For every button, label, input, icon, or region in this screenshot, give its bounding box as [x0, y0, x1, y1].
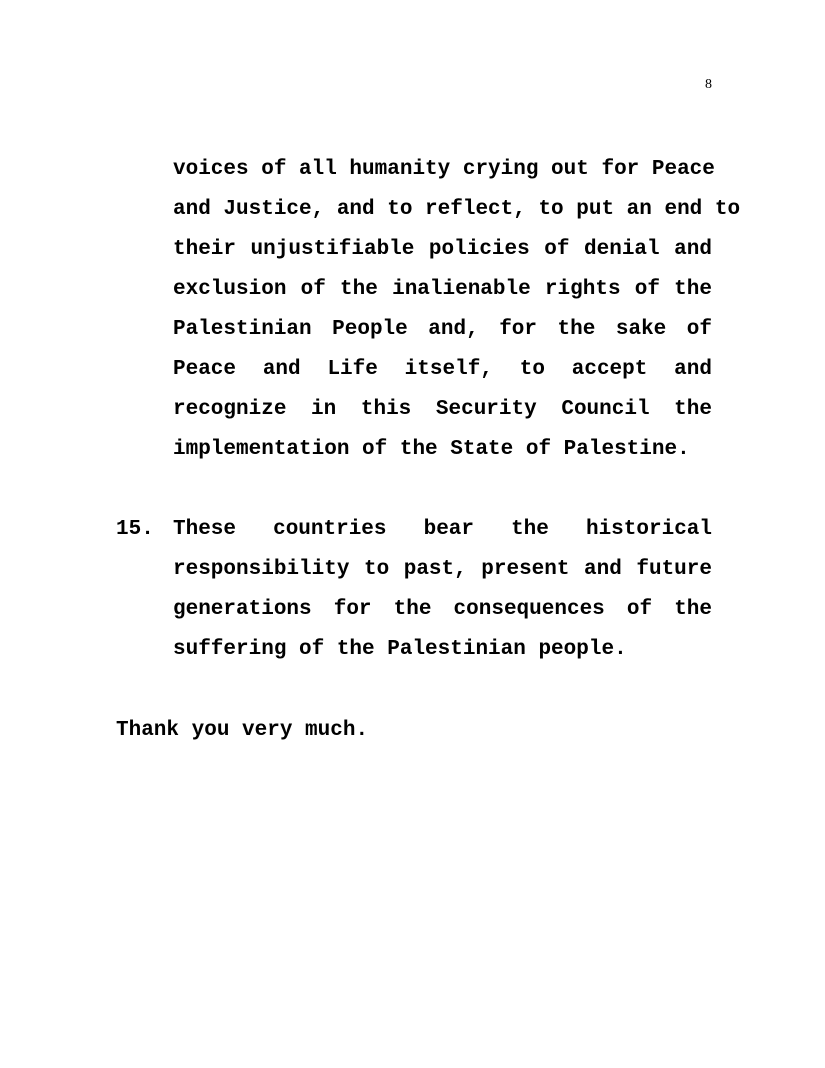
paragraph-line: These countries bear the historical: [173, 518, 712, 541]
page-number: 8: [705, 77, 712, 92]
paragraph-line: their unjustifiable policies of denial and: [173, 238, 712, 261]
paragraph-line: exclusion of the inalienable rights of the: [173, 278, 712, 301]
paragraph-line: suffering of the Palestinian people.: [173, 638, 627, 661]
paragraph-line: voices of all humanity crying out for Peace: [173, 158, 715, 181]
paragraph-line: recognize in this Security Council the: [173, 398, 712, 421]
paragraph-line: Palestinian People and, for the sake of: [173, 318, 712, 341]
paragraph-continuation: [173, 150, 741, 470]
item-number: 15.: [116, 518, 154, 541]
paragraph-line: Peace and Life itself, to accept and: [173, 358, 712, 381]
paragraph-line: implementation of the State of Palestine.: [173, 438, 690, 461]
item-15-paragraph: [173, 510, 712, 670]
closing-statement: Thank you very much.: [116, 719, 369, 742]
paragraph-line: and Justice, and to reflect, to put an end to: [173, 198, 741, 221]
paragraph-line: responsibility to past, present and future: [173, 558, 712, 581]
paragraph-line: generations for the consequences of the: [173, 598, 712, 621]
